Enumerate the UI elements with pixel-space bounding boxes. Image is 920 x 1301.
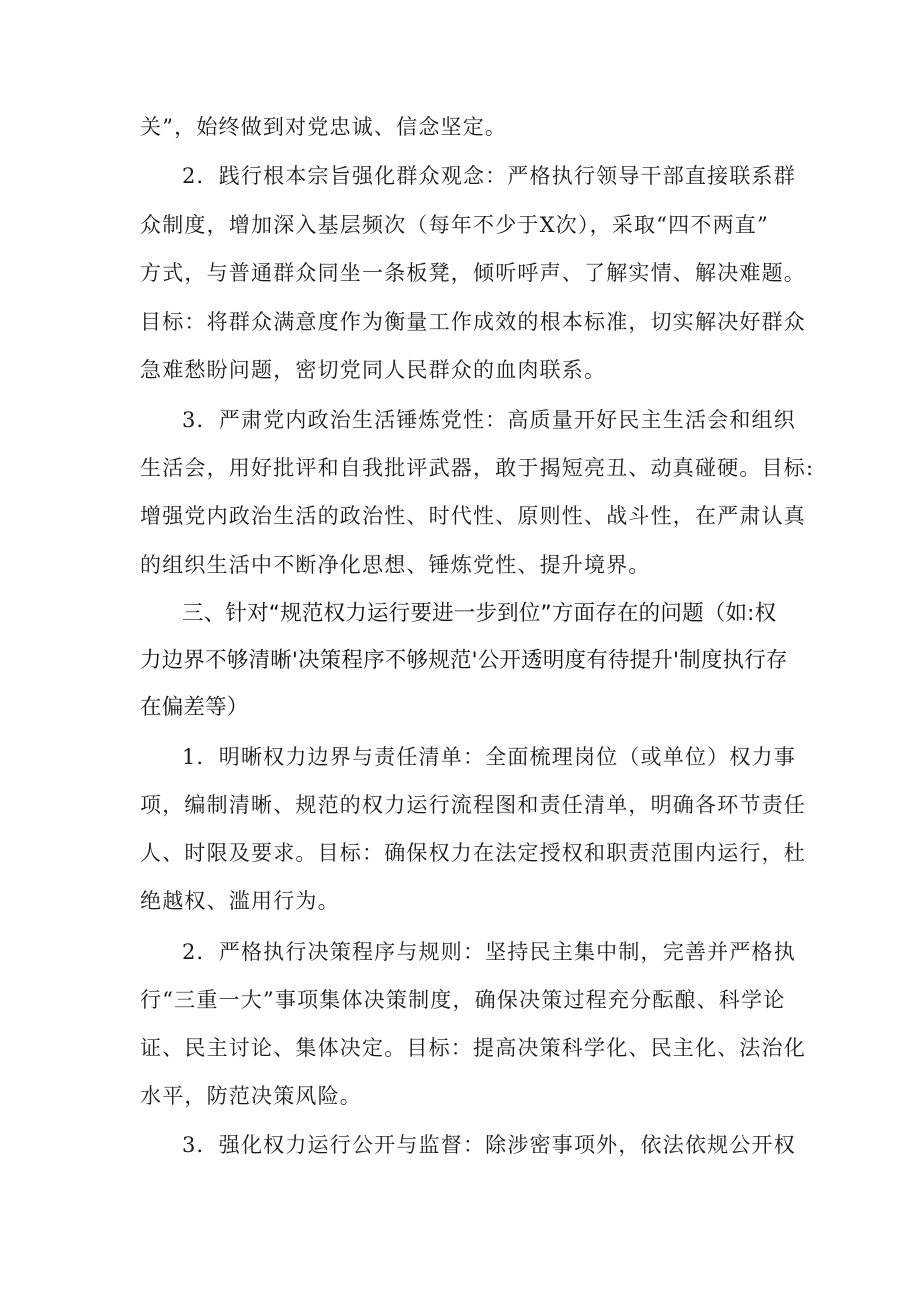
paragraph-line: 人、时限及要求。目标：确保权力在法定授权和职责范围内运行，杜 [140,841,806,865]
paragraph-line: 证、民主讨论、集体决定。目标：提高决策科学化、民主化、法治化 [140,1036,806,1060]
paragraph-line: 生活会，用好批评和自我批评武器，敢于揭短亮丑、动真碰硬。目标: [140,456,815,480]
paragraph-line: 行“三重一大”事项集体决策制度，确保决策过程充分酝酿、科学论 [140,988,786,1012]
paragraph-line: 的组织生活中不断净化思想、锤炼党性、提升境界。 [140,553,651,577]
paragraph-line: 1．明晰权力边界与责任清单：全面梳理岗位（或单位）权力事 [182,745,796,769]
paragraph-line: 方式，与普通群众同坐一条板凳，倾听呼声、了解实情、解决难题。 [140,261,806,285]
paragraph-line: 急难愁盼问题，密切党同人民群众的血肉联系。 [140,358,607,382]
paragraph-line: 水平，防范决策风险。 [140,1084,362,1108]
section-heading-line: 在偏差等） [140,695,249,720]
paragraph-line: 目标：将群众满意度作为衡量工作成效的根本标准，切实解决好群众 [140,310,806,334]
paragraph-line: 2．践行根本宗旨强化群众观念：严格执行领导干部直接联系群 [182,164,796,188]
paragraph-line: 3．严肃党内政治生活锤炼党性：高质量开好民主生活会和组织 [182,408,796,432]
section-heading-line: 三、针对“规范权力运行要进一步到位”方面存在的问题（如:权 [182,601,777,626]
paragraph-line: 2．严格执行决策程序与规则：坚持民主集中制，完善并严格执 [182,940,796,964]
paragraph-line: 众制度，增加深入基层频次（每年不少于X次），采取“四不两直” [140,213,769,237]
paragraph-line: 项，编制清晰、规范的权力运行流程图和责任清单，明确各环节责任 [140,793,806,817]
paragraph-line: 增强党内政治生活的政治性、时代性、原则性、战斗性，在严肃认真 [140,504,806,528]
paragraph-line: 3．强化权力运行公开与监督：除涉密事项外，依法依规公开权 [182,1133,796,1157]
paragraph-line: 关”，始终做到对党忠诚、信念坚定。 [140,115,508,139]
section-heading-line: 力边界不够清晰'决策程序不够规范'公开透明度有待提升'制度执行存 [140,648,788,673]
paragraph-line: 绝越权、滥用行为。 [140,889,340,913]
